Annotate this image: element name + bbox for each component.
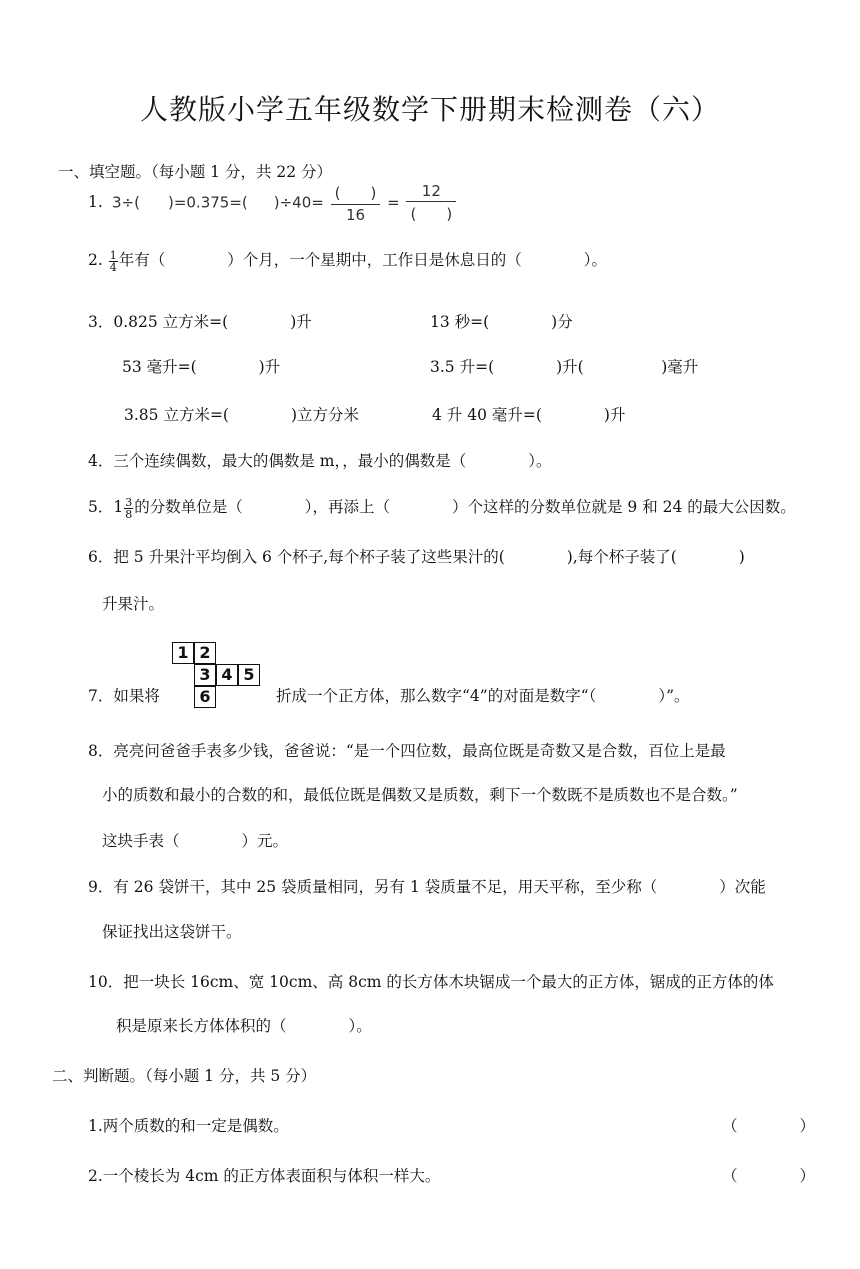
q1-fraction-2 xyxy=(406,182,456,224)
q5-fraction-numerator: 3 xyxy=(125,495,133,509)
q10-line-2: 积是原来长方体体积的（ ）。 xyxy=(116,1017,372,1035)
question-4: 4．三个连续偶数，最大的偶数是 m，，最小的偶数是（ ）。 xyxy=(88,452,552,470)
q1-number: 1. xyxy=(88,193,103,211)
net-cell-1: 1 xyxy=(172,642,194,664)
page-title: 人教版小学五年级数学下册期末检测卷（六） xyxy=(139,93,720,126)
q7-text-after: 折成一个正方体，那么数字“4”的对面是数字“（ ）”。 xyxy=(276,687,690,705)
q3-row2-left: 53 毫升=( )升 xyxy=(122,358,281,376)
q2-fraction-numerator: 1 xyxy=(109,248,117,262)
net-cell-6: 6 xyxy=(194,686,216,708)
q6-line-1: 6．把 5 升果汁平均倒入 6 个杯子,每个杯子装了这些果汁的( ),每个杯子装了( ) xyxy=(88,548,745,566)
q1-part1: 3÷( xyxy=(112,193,140,212)
q1-fraction-2-numerator: 12 xyxy=(406,182,456,202)
judge-1-text: 1.两个质数的和一定是偶数。 xyxy=(88,1117,289,1135)
q9-line-2: 保证找出这袋饼干。 xyxy=(102,923,242,941)
q2-text: 年有（ ）个月，一个星期中，工作日是休息日的（ ）。 xyxy=(118,251,607,269)
q6-line-2: 升果汁。 xyxy=(102,595,165,613)
q5-prefix: 5．1 xyxy=(88,498,124,516)
net-cell-2: 2 xyxy=(194,642,216,664)
q9-line-1: 9．有 26 袋饼干，其中 25 袋质量相同，另有 1 袋质量不足，用天平称，至少称（ ）次能 xyxy=(88,878,766,896)
judge-1-answer-paren: （ ） xyxy=(722,1117,816,1135)
section-2-header: 二、判断题。（每小题 1 分，共 5 分） xyxy=(52,1067,317,1085)
cube-net-figure xyxy=(172,642,268,712)
q5-text: 的分数单位是（ ），再添上（ ）个这样的分数单位就是 9 和 24 的最大公因数。 xyxy=(134,498,796,516)
q10-line-1: 10．把一块长 16cm、宽 10cm、高 8cm 的长方体木块锯成一个最大的正方体，锯成的正方体的体 xyxy=(88,973,774,991)
q1-fraction-1-denominator: 16 xyxy=(345,206,366,224)
q3-row3-right: 4 升 40 毫升=( )升 xyxy=(432,406,626,424)
q1-fraction-2-denominator: ( ) xyxy=(410,205,453,223)
q2-fraction xyxy=(109,250,118,273)
judge-2-text: 2.一个棱长为 4cm 的正方体表面积与体积一样大。 xyxy=(88,1167,441,1185)
q2-number: 2. xyxy=(88,251,103,269)
q8-line-3: 这块手表（ ）元。 xyxy=(102,832,289,850)
net-cell-3: 3 xyxy=(194,664,216,686)
net-cell-5: 5 xyxy=(238,664,260,686)
q3-row3-left: 3.85 立方米=( )立方分米 xyxy=(124,406,360,424)
q1-fraction-1-numerator: ( ) xyxy=(331,182,381,205)
q5-fraction xyxy=(124,497,133,520)
q1-part3: )÷40= xyxy=(273,193,324,212)
question-5 xyxy=(88,495,796,520)
q5-fraction-denominator: 8 xyxy=(125,507,133,521)
q1-equation xyxy=(112,182,458,224)
net-cell-4: 4 xyxy=(216,664,238,686)
judge-2-answer-paren: （ ） xyxy=(722,1167,816,1185)
q7-text-before: 7．如果将 xyxy=(88,687,160,705)
question-2 xyxy=(88,248,607,273)
q1-equals: = xyxy=(387,193,400,212)
q3-row2-right: 3.5 升=( )升( )毫升 xyxy=(430,358,699,376)
q8-line-2: 小的质数和最小的合数的和，最低位既是偶数又是质数，剩下一个数既不是质数也不是合数。” xyxy=(102,786,738,804)
q3-row1-right: 13 秒=( )分 xyxy=(430,313,573,331)
q2-fraction-denominator: 4 xyxy=(109,260,117,274)
q3-row1-left: 3．0.825 立方米=( )升 xyxy=(88,313,312,331)
q8-line-1: 8．亮亮问爸爸手表多少钱，爸爸说：“是一个四位数，最高位既是奇数又是合数，百位上是最 xyxy=(88,742,726,760)
q1-part2: )=0.375=( xyxy=(167,193,248,212)
section-1-header: 一、填空题。（每小题 1 分，共 22 分） xyxy=(58,163,333,181)
q1-fraction-1 xyxy=(331,182,381,224)
